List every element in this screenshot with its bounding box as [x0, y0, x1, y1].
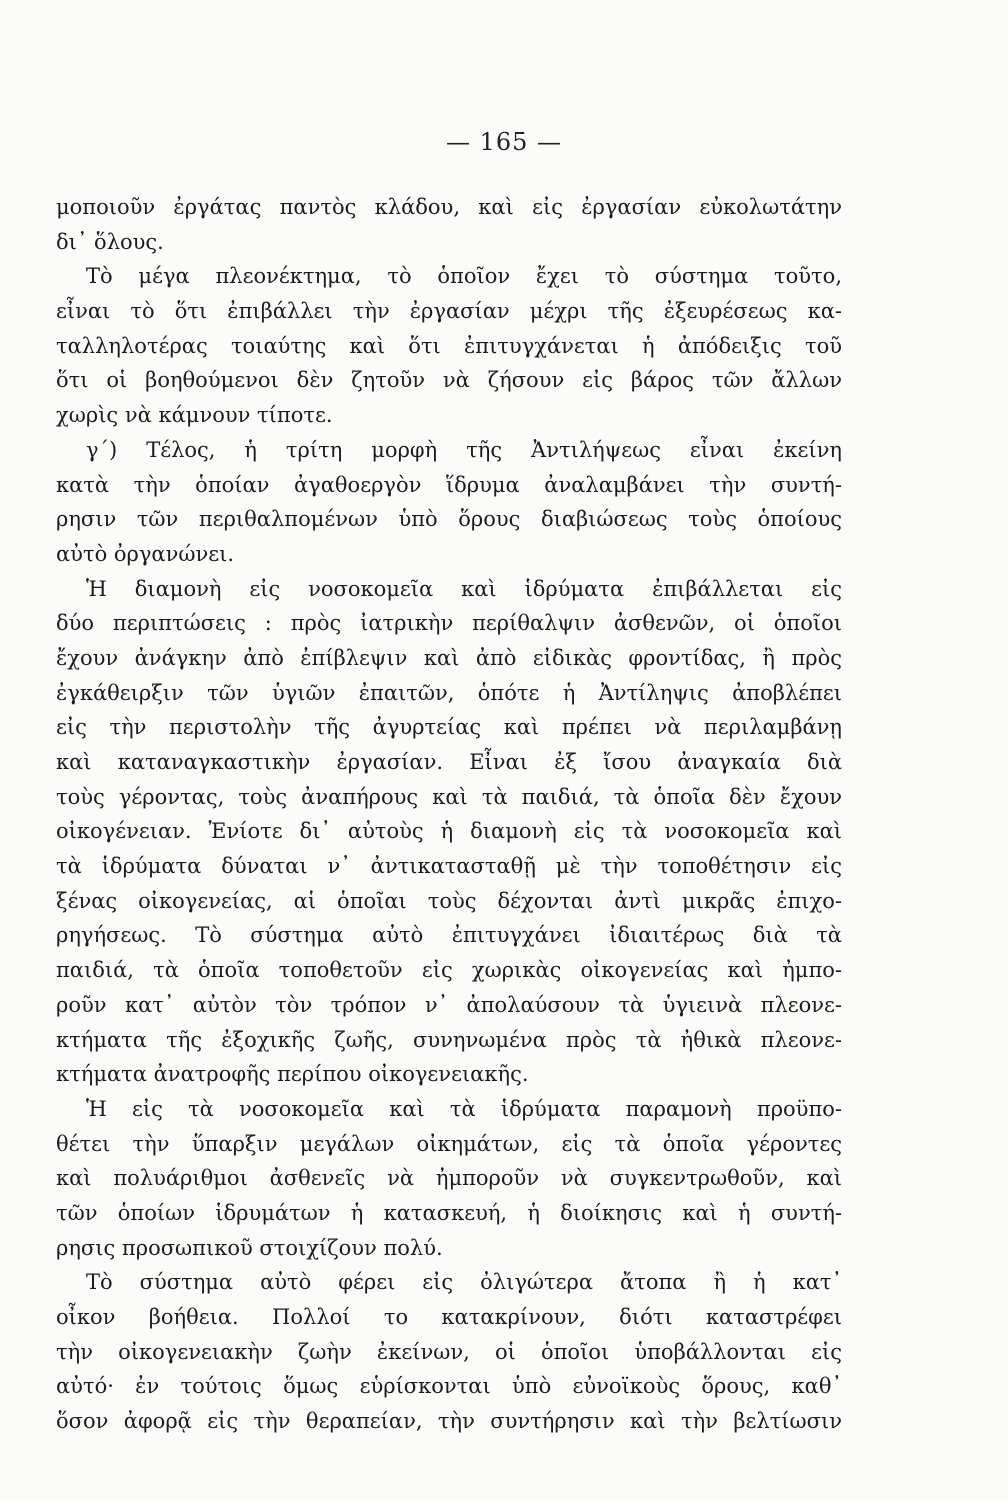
- text-line: αὐτὸ ὀργανώνει.: [56, 541, 235, 566]
- text-line: εἰς τὴν περιστολὴν τῆς ἀγυρτείας καὶ πρέπει νὰ περιλαμβάνῃ: [56, 715, 842, 740]
- text-line: παιδιά, τὰ ὁποῖα τοποθετοῦν εἰς χωρικὰς οἰκογενείας καὶ ἠμπο-: [56, 958, 842, 983]
- text-line: αὐτό· ἐν τούτοις ὅμως εὑρίσκονται ὑπὸ εὐνοϊκοὺς ὅρους, καθ᾽: [56, 1374, 842, 1399]
- text-line: Τὸ μέγα πλεονέκτημα, τὸ ὁποῖον ἔχει τὸ σύστημα τοῦτο,: [86, 264, 842, 289]
- text-line: ἔχουν ἀνάγκην ἀπὸ ἐπίβλεψιν καὶ ἀπὸ εἰδικὰς φροντίδας, ἢ πρὸς: [56, 645, 842, 670]
- text-line: ἐγκάθειρξιν τῶν ὑγιῶν ἐπαιτῶν, ὁπότε ἡ Ἀντίληψις ἀποβλέπει: [56, 680, 842, 705]
- text-line: ὅσον ἀφορᾷ εἰς τὴν θεραπείαν, τὴν συντήρησιν καὶ τὴν βελτίωσιν: [56, 1409, 842, 1434]
- body-text: [56, 190, 842, 1439]
- text-line: Ἡ διαμονὴ εἰς νοσοκομεῖα καὶ ἱδρύματα ἐπιβάλλεται εἰς: [86, 576, 842, 601]
- text-line: κτήματα ἀνατροφῆς περίπου οἰκογενειακῆς.: [56, 1062, 529, 1087]
- text-line: οἰκογένειαν. Ἐνίοτε δι᾽ αὐτοὺς ἡ διαμονὴ εἰς τὰ νοσοκομεῖα καὶ: [56, 819, 842, 844]
- text-line: κτήματα τῆς ἐξοχικῆς ζωῆς, συνηνωμένα πρὸς τὰ ἠθικὰ πλεονε-: [56, 1027, 842, 1052]
- text-line: τοὺς γέροντας, τοὺς ἀναπήρους καὶ τὰ παιδιά, τὰ ὁποῖα δὲν ἔχουν: [56, 784, 842, 809]
- text-line: Τὸ σύστημα αὐτὸ φέρει εἰς ὀλιγώτερα ἄτοπα ἢ ἡ κατ᾽: [86, 1270, 842, 1295]
- text-line: γ΄) Τέλος, ἡ τρίτη μορφὴ τῆς Ἀντιλήψεως εἶναι ἐκείνη: [86, 437, 842, 462]
- text-line: τὴν οἰκογενειακὴν ζωὴν ἐκείνων, οἱ ὁποῖοι ὑποβάλλονται εἰς: [56, 1339, 842, 1364]
- page-number: — 165 —: [445, 128, 563, 156]
- text-line: χωρὶς νὰ κάμνουν τίποτε.: [56, 403, 333, 428]
- text-line: καὶ καταναγκαστικὴν ἐργασίαν. Εἶναι ἐξ ἴσου ἀναγκαία διὰ: [56, 750, 842, 774]
- text-line: ροῦν κατ᾽ αὐτὸν τὸν τρόπον ν᾽ ἀπολαύσουν τὰ ὑγιεινὰ πλεονε-: [56, 992, 842, 1017]
- text-line: οἶκον βοήθεια. Πολλοί το κατακρίνουν, διότι καταστρέφει: [56, 1305, 842, 1329]
- text-line: δύο περιπτώσεις : πρὸς ἰατρικὴν περίθαλψιν ἀσθενῶν, οἱ ὁποῖοι: [56, 611, 842, 636]
- text-line: ρηγήσεως. Τὸ σύστημα αὐτὸ ἐπιτυγχάνει ἰδιαιτέρως διὰ τὰ: [56, 923, 842, 948]
- text-line: ρησις προσωπικοῦ στοιχίζουν πολύ.: [56, 1235, 443, 1260]
- text-line: ρησιν τῶν περιθαλπομένων ὑπὸ ὅρους διαβιώσεως τοὺς ὁποίους: [56, 507, 842, 532]
- text-line: ὅτι οἱ βοηθούμενοι δὲν ζητοῦν νὰ ζήσουν εἰς βάρος τῶν ἄλλων: [56, 368, 842, 393]
- text-line: ξένας οἰκογενείας, αἱ ὁποῖαι τοὺς δέχονται ἀντὶ μικρᾶς ἐπιχο-: [56, 888, 842, 913]
- text-line: μοποιοῦν ἐργάτας παντὸς κλάδου, καὶ εἰς ἐργασίαν εὐκολωτάτην: [56, 195, 842, 219]
- text-line: κατὰ τὴν ὁποίαν ἀγαθοεργὸν ἵδρυμα ἀναλαμβάνει τὴν συντή-: [56, 472, 842, 497]
- text-line: ταλληλοτέρας τοιαύτης καὶ ὅτι ἐπιτυγχάνεται ἡ ἀπόδειξις τοῦ: [56, 333, 842, 358]
- text-line: καὶ πολυάριθμοι ἀσθενεῖς νὰ ἠμποροῦν νὰ συγκεντρωθοῦν, καὶ: [56, 1166, 842, 1191]
- text-line: θέτει τὴν ὕπαρξιν μεγάλων οἰκημάτων, εἰς τὰ ὁποῖα γέροντες: [56, 1131, 842, 1156]
- text-line: εἶναι τὸ ὅτι ἐπιβάλλει τὴν ἐργασίαν μέχρι τῆς ἐξευρέσεως κα-: [56, 299, 842, 324]
- text-line: δι᾽ ὅλους.: [56, 229, 164, 254]
- text-line: Ἡ εἰς τὰ νοσοκομεῖα καὶ τὰ ἱδρύματα παραμονὴ προϋπο-: [86, 1096, 842, 1121]
- text-line: τὰ ἱδρύματα δύναται ν᾽ ἀντικατασταθῇ μὲ τὴν τοποθέτησιν εἰς: [56, 854, 842, 879]
- text-line: τῶν ὁποίων ἱδρυμάτων ἡ κατασκευή, ἡ διοίκησις καὶ ἡ συντή-: [56, 1200, 842, 1225]
